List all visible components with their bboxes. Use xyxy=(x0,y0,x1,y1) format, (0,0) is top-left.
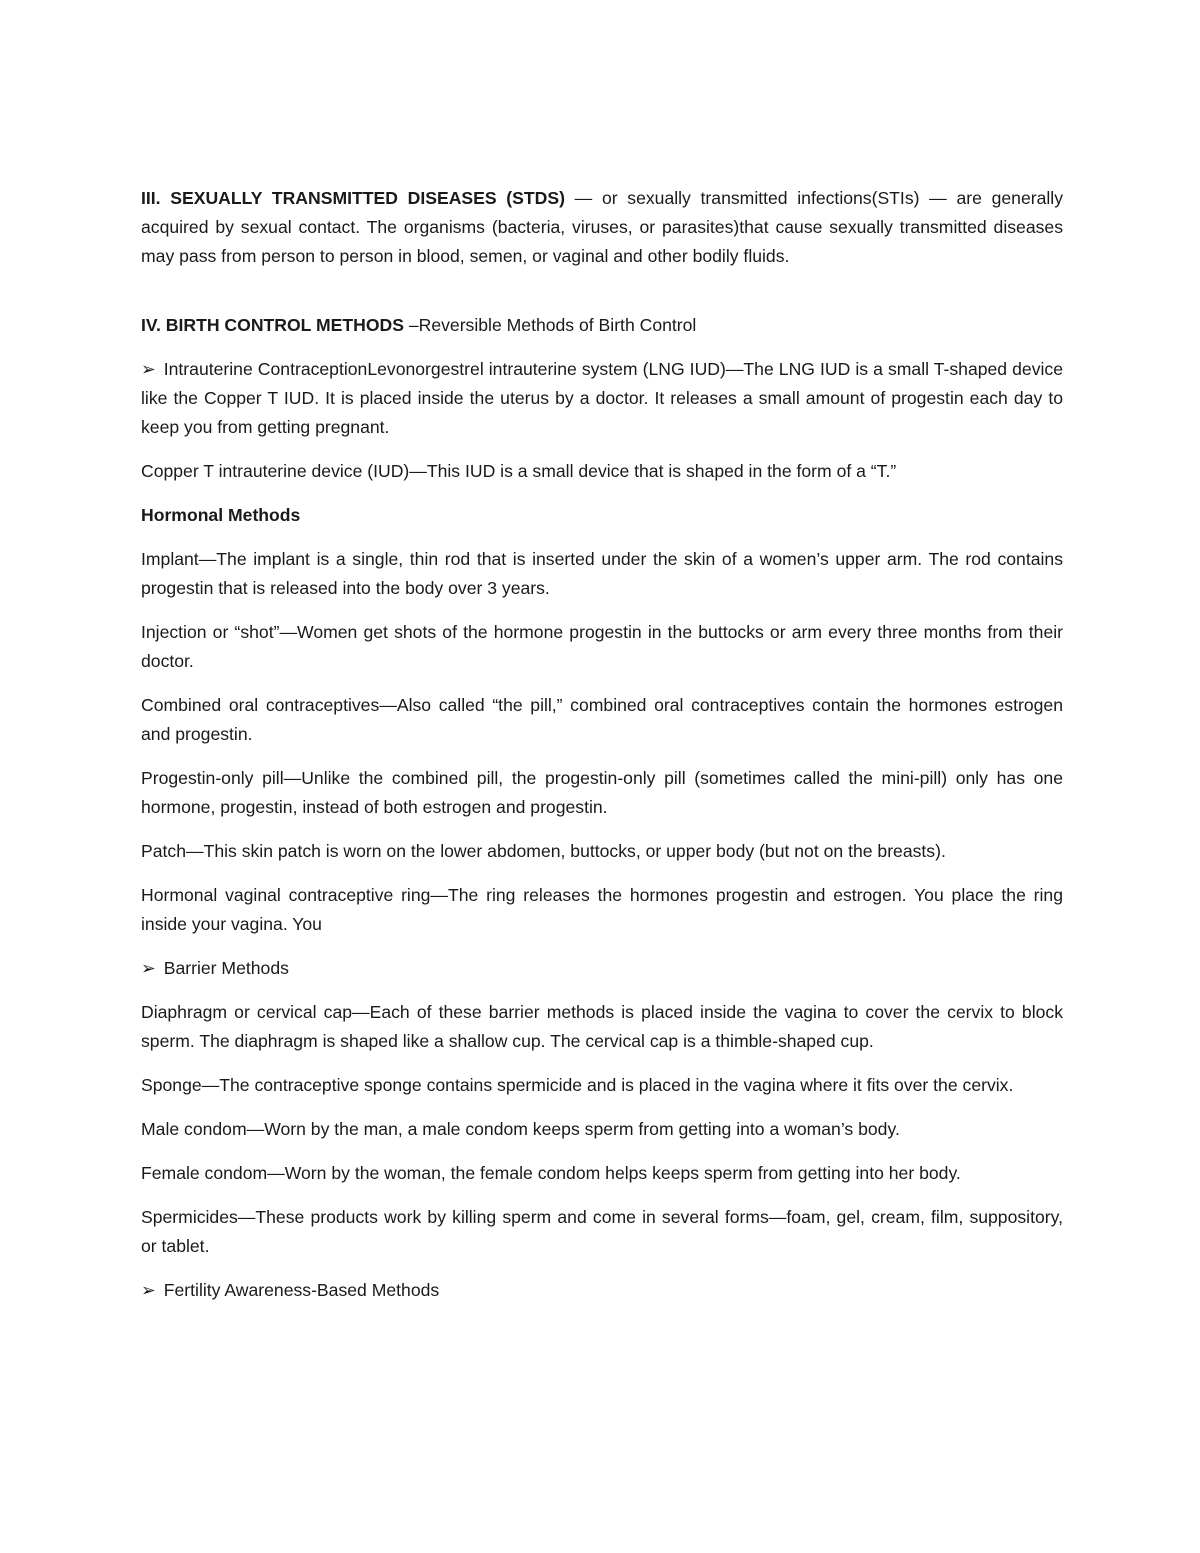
barrier-methods-label: Barrier Methods xyxy=(163,958,289,978)
section-stds-heading: III. SEXUALLY TRANSMITTED DISEASES (STDS) xyxy=(141,188,565,208)
section-birth-control-subtitle: –Reversible Methods of Birth Control xyxy=(403,315,697,335)
progestin-only-paragraph: Progestin-only pill—Unlike the combined pill, the progestin-only pill (sometimes called the mini-pill) only has one hormone, progestin, instead of both estrogen and progestin. xyxy=(141,768,1063,817)
copper-iud-paragraph: Copper T intrauterine device (IUD)—This IUD is a small device that is shaped in the form of a “T.” xyxy=(141,461,897,481)
male-condom-paragraph: Male condom—Worn by the man, a male condom keeps sperm from getting into a woman’s body. xyxy=(141,1119,900,1139)
arrow-bullet-icon: ➢ xyxy=(141,958,156,978)
implant-paragraph: Implant—The implant is a single, thin rod that is inserted under the skin of a women’s upper arm. The rod contains progestin that is released into the body over 3 years. xyxy=(141,549,1063,598)
fertility-methods-label: Fertility Awareness-Based Methods xyxy=(163,1280,440,1300)
fertility-methods-heading xyxy=(141,1276,1063,1305)
section-birth-control-heading: IV. BIRTH CONTROL METHODS xyxy=(141,315,404,335)
sponge-paragraph: Sponge—The contraceptive sponge contains spermicide and is placed in the vagina where it fits over the cervix. xyxy=(141,1075,1014,1095)
section-stds-paragraph xyxy=(141,184,1063,271)
combined-oral-paragraph: Combined oral contraceptives—Also called “the pill,” combined oral contraceptives contain the hormones estrogen and progestin. xyxy=(141,695,1063,744)
female-condom-paragraph: Female condom—Worn by the woman, the female condom helps keeps sperm from getting into her body. xyxy=(141,1163,961,1183)
spermicides-paragraph: Spermicides—These products work by killing sperm and come in several forms—foam, gel, cream, film, suppository, or tablet. xyxy=(141,1207,1063,1256)
iud-lng-text: Intrauterine ContraceptionLevonorgestrel intrauterine system (LNG IUD)—The LNG IUD is a small T-shaped device like the Copper T IUD. It is placed inside the uterus by a doctor. It releases a small amount of progestin each day to keep you from getting pregnant. xyxy=(141,359,1063,437)
patch-paragraph: Patch—This skin patch is worn on the lower abdomen, buttocks, or upper body (but not on the breasts). xyxy=(141,841,946,861)
barrier-methods-heading xyxy=(141,954,1063,983)
section-birth-control-title xyxy=(141,311,1063,340)
injection-paragraph: Injection or “shot”—Women get shots of the hormone progestin in the buttocks or arm every three months from their doctor. xyxy=(141,622,1063,671)
vaginal-ring-paragraph: Hormonal vaginal contraceptive ring—The ring releases the hormones progestin and estrogen. You place the ring inside your vagina. You xyxy=(141,885,1063,934)
iud-lng-paragraph xyxy=(141,355,1063,442)
arrow-bullet-icon: ➢ xyxy=(141,1280,156,1300)
section-stds-text: — or sexually transmitted infections(STIs) — are generally acquired by sexual contact. The organisms (bacteria, viruses, or parasites)that cause sexually transmitted diseases may pass from person to person in blood, semen, or vaginal and other bodily fluids. xyxy=(141,188,1063,266)
hormonal-methods-heading: Hormonal Methods xyxy=(141,505,301,525)
arrow-bullet-icon: ➢ xyxy=(141,359,156,379)
diaphragm-paragraph: Diaphragm or cervical cap—Each of these barrier methods is placed inside the vagina to cover the cervix to block sperm. The diaphragm is shaped like a shallow cup. The cervical cap is a thimble-shaped cup. xyxy=(141,1002,1063,1051)
document-body xyxy=(141,184,1063,1320)
